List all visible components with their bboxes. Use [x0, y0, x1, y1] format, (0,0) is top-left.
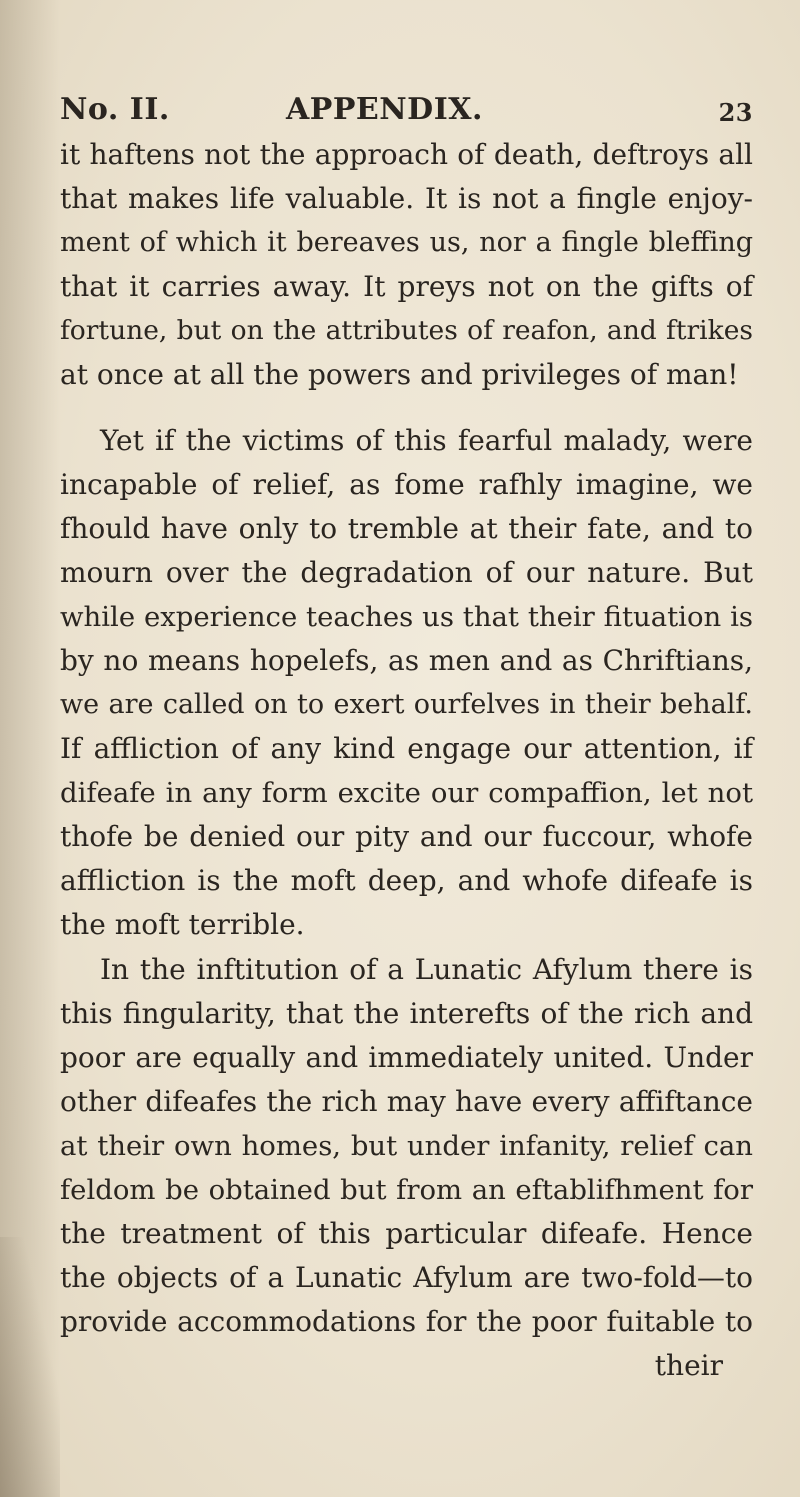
text-line: this fingularity, that the interefts of the rich and — [60, 997, 753, 1030]
text-line: it haftens not the approach of death, deftroys all — [60, 138, 753, 171]
text-line: the moft terrible. — [60, 908, 305, 941]
text-line: incapable of relief, as fome rafhly imagine, we — [60, 468, 753, 501]
text-line: at their own homes, but under infanity, relief can — [60, 1130, 753, 1162]
page-number: 23 — [718, 98, 753, 127]
text-line: fortune, but on the attributes of reafon, and ftrikes — [60, 315, 753, 346]
text-line: ment of which it bereaves us, nor a fingle bleffing — [60, 227, 753, 258]
text-line: that makes life valuable. It is not a fingle enjoy- — [60, 182, 753, 215]
paragraph-2 — [60, 419, 753, 947]
text-line: affliction is the moft deep, and whofe difeafe is — [60, 864, 753, 897]
paragraph-3 — [60, 948, 753, 1388]
section-title: APPENDIX. — [286, 92, 483, 127]
section-number: No. II. — [60, 92, 170, 127]
text-line: other difeafes the rich may have every affiftance — [60, 1085, 753, 1118]
text-line: feldom be obtained but from an eftablifhment for — [60, 1174, 753, 1206]
text-line: poor are equally and immediately united. Under — [60, 1041, 753, 1074]
text-line: we are called on to exert ourfelves in their behalf. — [60, 689, 753, 720]
text-line: the treatment of this particular difeafe. Hence — [60, 1217, 753, 1250]
text-line: that it carries away. It preys not on the gifts of — [60, 270, 753, 303]
text-line: provide accommodations for the poor fuitable to — [60, 1305, 753, 1338]
text-line: by no means hopelefs, as men and as Chriftians, — [60, 644, 753, 677]
text-line: the objects of a Lunatic Afylum are two-fold—to — [60, 1261, 753, 1294]
text-line: difeafe in any form excite our compaffion, let not — [60, 777, 753, 809]
text-line: If affliction of any kind engage our attention, if — [60, 732, 753, 765]
text-line: thofe be denied our pity and our fuccour, whofe — [60, 820, 753, 853]
text-line: at once at all the powers and privileges of man! — [60, 358, 739, 391]
paragraph-1 — [60, 133, 753, 397]
text-line: while experience teaches us that their fituation is — [60, 601, 753, 633]
page-corner-shadow — [0, 1237, 60, 1497]
text-line: In the inftitution of a Lunatic Afylum there is — [100, 953, 753, 986]
text-line: Yet if the victims of this fearful malady, were — [100, 424, 753, 457]
running-header — [60, 92, 753, 132]
catchword: their — [654, 1349, 723, 1382]
text-line: fhould have only to tremble at their fate, and to — [60, 512, 753, 545]
text-line: mourn over the degradation of our nature. But — [60, 556, 753, 589]
